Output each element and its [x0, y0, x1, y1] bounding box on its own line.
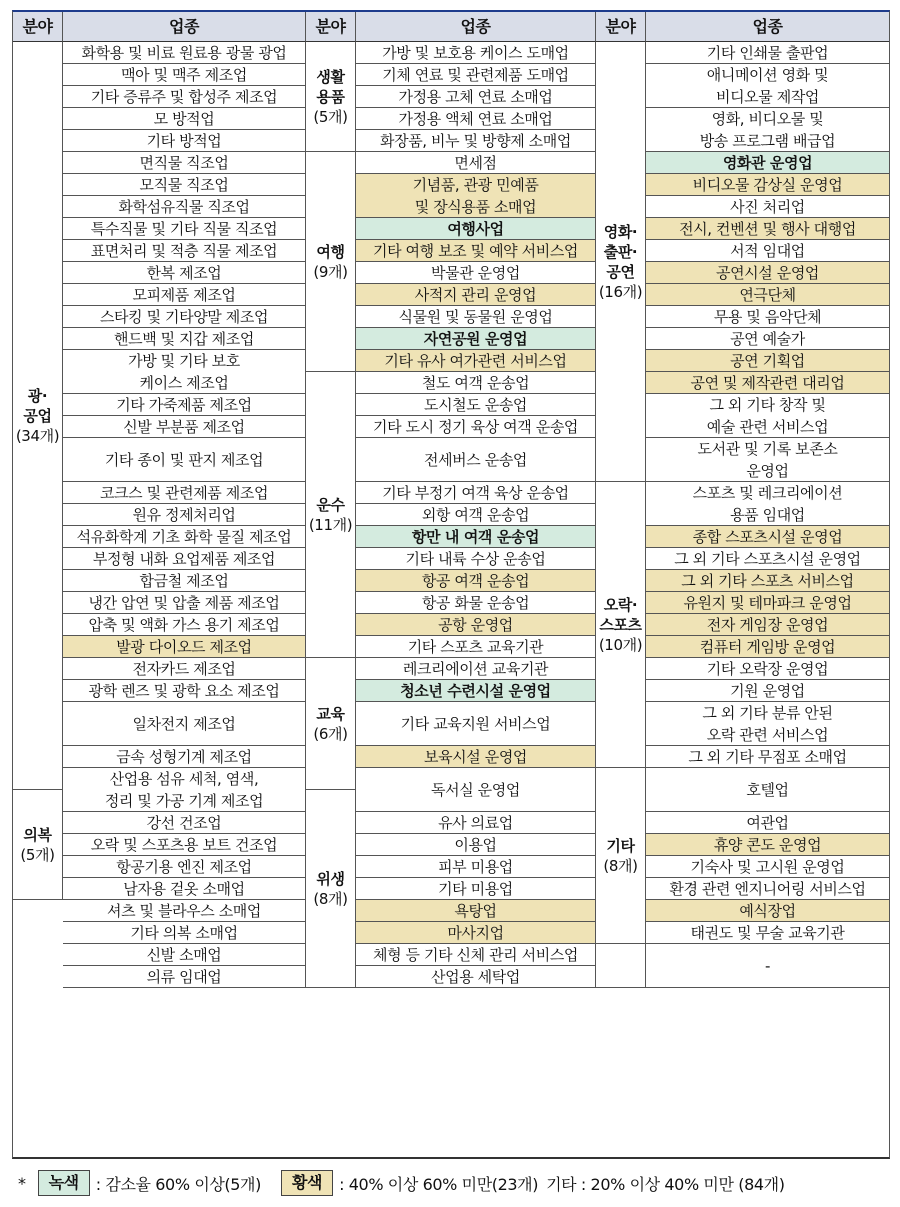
industry-cell: 모피제품 제조업 [63, 284, 306, 306]
industry-cell: 전자카드 제조업 [63, 658, 306, 680]
industry-cell: 일차전지 제조업 [63, 702, 306, 746]
category-cell [596, 42, 646, 482]
industry-cell: 화장품, 비누 및 방향제 소매업 [356, 130, 596, 152]
legend [18, 1166, 888, 1200]
industry-cell: 기타 여행 보조 및 예약 서비스업 [356, 240, 596, 262]
industry-cell: 무용 및 음악단체 [646, 306, 889, 328]
category-cell [306, 372, 356, 658]
industry-cell: 기타 오락장 운영업 [646, 658, 889, 680]
category-name: 오락· 스포츠 [599, 595, 642, 634]
industry-cell: 신발 소매업 [63, 944, 306, 966]
industry-cell: 연극단체 [646, 284, 889, 306]
industry-cell: 유사 의료업 [356, 812, 596, 834]
industry-cell: 외항 여객 운송업 [356, 504, 596, 526]
header-industry: 업종 [63, 12, 306, 42]
industry-cell: 합금철 제조업 [63, 570, 306, 592]
legend-other-text: 기타 : 20% 이상 40% 미만 (84개) [546, 1174, 785, 1194]
category-name: 광· 공업 [23, 386, 52, 425]
industry-cell: 도서관 및 기록 보존소 운영업 [646, 438, 889, 482]
category-name: 의복 [23, 825, 52, 844]
industry-cell: 공항 운영업 [356, 614, 596, 636]
header-industry: 업종 [646, 12, 889, 42]
industry-cell: 기념품, 관광 민예품 및 장식용품 소매업 [356, 174, 596, 218]
industry-cell: 냉간 압연 및 압출 제품 제조업 [63, 592, 306, 614]
category-name: 여행 [316, 242, 345, 261]
industry-cell: 사적지 관리 운영업 [356, 284, 596, 306]
industry-cell: 그 외 기타 스포츠시설 운영업 [646, 548, 889, 570]
industry-cell: 애니메이션 영화 및 비디오물 제작업 [646, 64, 889, 108]
industry-cell: 태권도 및 무술 교육기관 [646, 922, 889, 944]
industry-cell: 모직물 직조업 [63, 174, 306, 196]
industry-cell: 마사지업 [356, 922, 596, 944]
industry-cell: 맥아 및 맥주 제조업 [63, 64, 306, 86]
industry-cell: 기타 내륙 수상 운송업 [356, 548, 596, 570]
industry-cell: 도시철도 운송업 [356, 394, 596, 416]
industry-cell: 사진 처리업 [646, 196, 889, 218]
industry-cell: 면세점 [356, 152, 596, 174]
industry-cell: 신발 부분품 제조업 [63, 416, 306, 438]
industry-cell: 셔츠 및 블라우스 소매업 [63, 900, 306, 922]
industry-cell: 여행사업 [356, 218, 596, 240]
industry-cell: 원유 정제처리업 [63, 504, 306, 526]
legend-green-text: : 감소율 60% 이상(5개) [95, 1174, 261, 1194]
industry-cell: 기체 연료 및 관련제품 도매업 [356, 64, 596, 86]
industry-cell: 자연공원 운영업 [356, 328, 596, 350]
industry-cell: 공연 및 제작관련 대리업 [646, 372, 889, 394]
industry-cell: 기숙사 및 고시원 운영업 [646, 856, 889, 878]
industry-cell: 전자 게임장 운영업 [646, 614, 889, 636]
industry-table [12, 10, 890, 1159]
industry-cell: 청소년 수련시설 운영업 [356, 680, 596, 702]
category-cell [596, 768, 646, 944]
industry-cell: 비디오물 감상실 운영업 [646, 174, 889, 196]
legend-yellow-swatch: 황색 [281, 1170, 333, 1196]
industry-cell: 가방 및 보호용 케이스 도매업 [356, 42, 596, 64]
industry-cell: 표면처리 및 적층 직물 제조업 [63, 240, 306, 262]
category-count: (5개) [20, 845, 55, 864]
industry-cell: 기타 가죽제품 제조업 [63, 394, 306, 416]
industry-cell: 금속 성형기계 제조업 [63, 746, 306, 768]
industry-cell: 영화관 운영업 [646, 152, 889, 174]
industry-cell: 핸드백 및 지갑 제조업 [63, 328, 306, 350]
industry-cell: 기타 종이 및 판지 제조업 [63, 438, 306, 482]
category-count: (8개) [603, 856, 638, 875]
legend-yellow-text: : 40% 이상 60% 미만(23개) [339, 1174, 539, 1194]
category-cell [306, 42, 356, 152]
industry-cell: 종합 스포츠시설 운영업 [646, 526, 889, 548]
industry-cell: 항공 화물 운송업 [356, 592, 596, 614]
category-count: (5개) [313, 107, 348, 126]
industry-cell: 기타 도시 정기 육상 여객 운송업 [356, 416, 596, 438]
industry-cell: 기타 스포츠 교육기관 [356, 636, 596, 658]
category-count: (9개) [313, 262, 348, 281]
industry-cell: 이용업 [356, 834, 596, 856]
industry-cell: 기타 미용업 [356, 878, 596, 900]
industry-cell: 스포츠 및 레크리에이션 용품 임대업 [646, 482, 889, 526]
category-name: 위생 [316, 869, 345, 888]
category-count: (6개) [313, 724, 348, 743]
industry-cell: 석유화학계 기초 화학 물질 제조업 [63, 526, 306, 548]
category-cell [13, 790, 63, 900]
industry-cell: 그 외 기타 분류 안된 오락 관련 서비스업 [646, 702, 889, 746]
industry-cell: 면직물 직조업 [63, 152, 306, 174]
industry-cell: 특수직물 및 기타 직물 직조업 [63, 218, 306, 240]
industry-cell: 그 외 기타 무점포 소매업 [646, 746, 889, 768]
industry-cell: 항공 여객 운송업 [356, 570, 596, 592]
industry-cell: 광학 렌즈 및 광학 요소 제조업 [63, 680, 306, 702]
industry-cell: 식물원 및 동물원 운영업 [356, 306, 596, 328]
industry-cell: 박물관 운영업 [356, 262, 596, 284]
legend-green-swatch: 녹색 [38, 1170, 90, 1196]
industry-cell: 휴양 콘도 운영업 [646, 834, 889, 856]
industry-cell: 압축 및 액화 가스 용기 제조업 [63, 614, 306, 636]
category-count: (8개) [313, 889, 348, 908]
industry-cell: 공연시설 운영업 [646, 262, 889, 284]
industry-cell: 전세버스 운송업 [356, 438, 596, 482]
header-field: 분야 [306, 12, 356, 42]
header-field: 분야 [13, 12, 63, 42]
category-name: 운수 [316, 495, 345, 514]
industry-cell: 가방 및 기타 보호 케이스 제조업 [63, 350, 306, 394]
industry-cell: 레크리에이션 교육기관 [356, 658, 596, 680]
industry-cell: 보육시설 운영업 [356, 746, 596, 768]
category-count: (34개) [15, 426, 60, 445]
industry-cell: 공연 기획업 [646, 350, 889, 372]
industry-cell: 산업용 세탁업 [356, 966, 596, 988]
industry-cell: 가정용 고체 연료 소매업 [356, 86, 596, 108]
industry-cell: 오락 및 스포츠용 보트 건조업 [63, 834, 306, 856]
industry-cell: - [646, 944, 889, 988]
industry-cell: 의류 임대업 [63, 966, 306, 988]
industry-cell: 산업용 섬유 세척, 염색, 정리 및 가공 기계 제조업 [63, 768, 306, 812]
category-cell [306, 658, 356, 790]
industry-cell: 기타 교육지원 서비스업 [356, 702, 596, 746]
industry-cell: 전시, 컨벤션 및 행사 대행업 [646, 218, 889, 240]
industry-cell: 호텔업 [646, 768, 889, 812]
industry-cell: 피부 미용업 [356, 856, 596, 878]
industry-cell: 항만 내 여객 운송업 [356, 526, 596, 548]
industry-cell: 기타 방적업 [63, 130, 306, 152]
industry-cell: 여관업 [646, 812, 889, 834]
industry-cell: 화학용 및 비료 원료용 광물 광업 [63, 42, 306, 64]
category-cell [306, 790, 356, 988]
category-name: 생활 용품 [316, 67, 345, 106]
blank-cell [596, 944, 646, 988]
industry-cell: 그 외 기타 창작 및 예술 관련 서비스업 [646, 394, 889, 438]
industry-cell: 가정용 액체 연료 소매업 [356, 108, 596, 130]
industry-cell: 기타 의복 소매업 [63, 922, 306, 944]
industry-cell: 스타킹 및 기타양말 제조업 [63, 306, 306, 328]
industry-cell: 욕탕업 [356, 900, 596, 922]
industry-cell: 유원지 및 테마파크 운영업 [646, 592, 889, 614]
legend-star: * [18, 1173, 26, 1193]
industry-cell: 그 외 기타 스포츠 서비스업 [646, 570, 889, 592]
industry-cell: 기타 인쇄물 출판업 [646, 42, 889, 64]
industry-cell: 철도 여객 운송업 [356, 372, 596, 394]
industry-cell: 컴퓨터 게임방 운영업 [646, 636, 889, 658]
industry-cell: 기타 유사 여가관련 서비스업 [356, 350, 596, 372]
category-cell [596, 482, 646, 768]
industry-cell: 예식장업 [646, 900, 889, 922]
industry-cell: 모 방적업 [63, 108, 306, 130]
industry-cell: 코크스 및 관련제품 제조업 [63, 482, 306, 504]
industry-cell: 기타 부정기 여객 육상 운송업 [356, 482, 596, 504]
industry-cell: 강선 건조업 [63, 812, 306, 834]
category-name: 교육 [316, 704, 345, 723]
industry-cell: 남자용 겉옷 소매업 [63, 878, 306, 900]
industry-cell: 화학섬유직물 직조업 [63, 196, 306, 218]
industry-cell: 한복 제조업 [63, 262, 306, 284]
industry-cell: 발광 다이오드 제조업 [63, 636, 306, 658]
category-cell [13, 42, 63, 790]
industry-cell: 환경 관련 엔지니어링 서비스업 [646, 878, 889, 900]
industry-cell: 기원 운영업 [646, 680, 889, 702]
category-count: (16개) [598, 282, 643, 301]
category-cell [306, 152, 356, 372]
industry-cell: 독서실 운영업 [356, 768, 596, 812]
category-count: (10개) [598, 635, 643, 654]
industry-cell: 공연 예술가 [646, 328, 889, 350]
header-field: 분야 [596, 12, 646, 42]
industry-cell: 부정형 내화 요업제품 제조업 [63, 548, 306, 570]
category-count: (11개) [308, 515, 353, 534]
category-name: 기타 [606, 836, 635, 855]
industry-cell: 체형 등 기타 신체 관리 서비스업 [356, 944, 596, 966]
industry-cell: 서적 임대업 [646, 240, 889, 262]
industry-cell: 영화, 비디오물 및 방송 프로그램 배급업 [646, 108, 889, 152]
category-name: 영화· 출판· 공연 [603, 222, 638, 281]
industry-cell: 기타 증류주 및 합성주 제조업 [63, 86, 306, 108]
industry-cell: 항공기용 엔진 제조업 [63, 856, 306, 878]
header-industry: 업종 [356, 12, 596, 42]
